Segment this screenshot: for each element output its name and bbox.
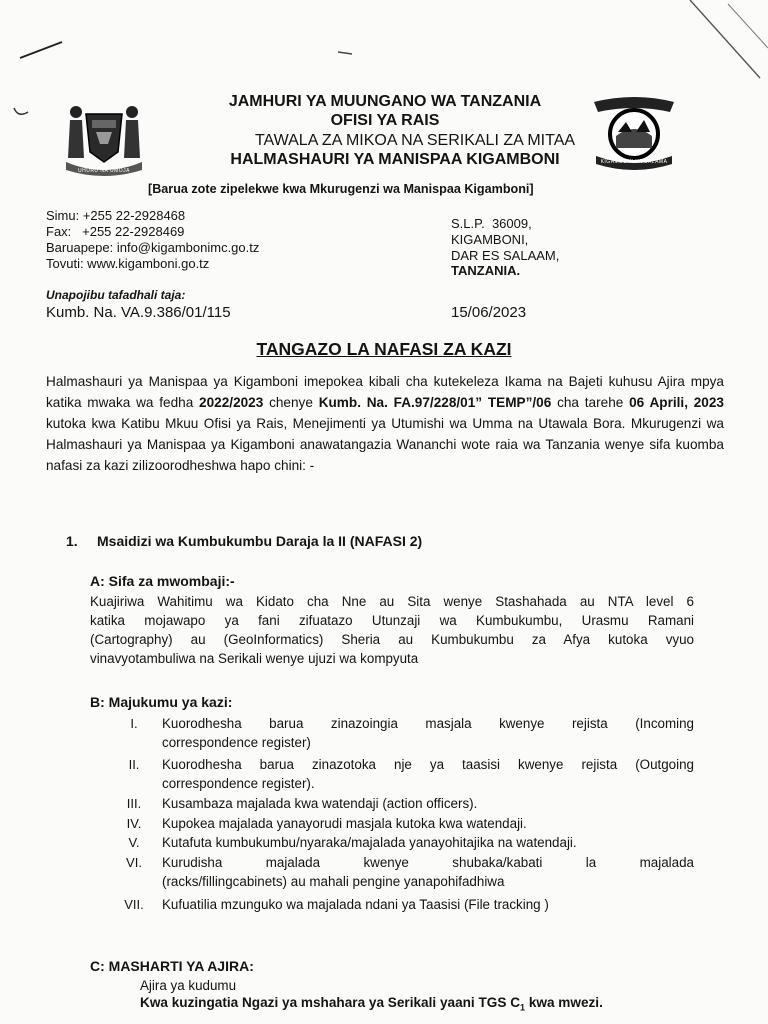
terms-permanent: Ajira ya kudumu — [140, 978, 237, 993]
address-country: TANZANIA. — [451, 263, 521, 278]
address-city: DAR ES SALAAM, — [451, 248, 560, 263]
address-pobox: S.L.P. 36009, — [451, 216, 532, 231]
qualifications-text: Kuajiriwa Wahitimu wa Kidato cha Nne au Sita wenye Stashahada au NTA level 6 katika mojawapo ya fani zifuatazo Utunzaji wa Kumbukumbu, Urasmu Ramani (Cartography) au (GeoInformatics) Sheria au Kumbukumbu za Afya kutoka vyuo vinavyotambuliwa na Serikali wenye ujuzi wa kompyuta — [90, 594, 694, 666]
contact-phone: Simu: +255 22-2928468 — [46, 208, 186, 223]
reference-date: 15/06/2023 — [451, 304, 527, 321]
position-title: Msaidizi wa Kumbukumbu Daraja la II (NAFASI 2) — [97, 533, 423, 549]
address-town: KIGAMBONI, — [451, 232, 529, 247]
contact-email: Baruapepe: info@kigambonimc.go.tz — [46, 240, 260, 255]
terms-salary: Kwa kuzingatia Ngazi ya mshahara ya Serikali yaani TGS $C_1$ kwa mwezi. — [140, 995, 603, 1013]
contact-fax: Fax: +255 22-2928469 — [46, 224, 185, 239]
contact-website: Tovuti: www.kigamboni.go.tz — [46, 256, 210, 271]
duty-item: II. Kuorodhesha barua zinazotoka nje ya taasisi kwenye rejista (Outgoing correspondence register). — [128, 757, 694, 791]
position-number: 1. — [66, 533, 78, 549]
page-title: TANGAZO LA NAFASI ZA KAZI — [256, 339, 512, 359]
qualifications-heading: A: Sifa za mwombaji:- — [90, 573, 235, 589]
header-republic: JAMHURI YA MUUNGANO WA TANZANIA — [228, 93, 542, 110]
header-municipal: HALMASHAURI YA MANISPAA KIGAMBONI — [230, 151, 560, 168]
emblem-motto: UHURU NA UMOJA — [77, 168, 130, 174]
duty-item: I. Kuorodhesha barua zinazoingia masjala kwenye rejista (Incoming correspondence register) — [130, 716, 694, 750]
duty-item: VI. Kurudisha majalada kwenye shubaka/kabati la majalada (racks/fillingcabinets) au mahali pengine yanapohifadhiwa — [126, 855, 694, 889]
reference-label: Unapojibu tafadhali taja: — [46, 288, 186, 302]
terms-heading: C: MASHARTI YA AJIRA: — [90, 958, 254, 974]
reference-number: Kumb. Na. VA.9.386/01/115 — [46, 304, 231, 321]
header-regional: TAWALA ZA MIKOA NA SERIKALI ZA MITAA — [254, 132, 576, 149]
duties-heading: B: Majukumu ya kazi: — [90, 694, 233, 710]
header-office: OFISI YA RAIS — [330, 112, 440, 129]
intro-paragraph: Halmashauri ya Manispaa ya Kigamboni imepokea kibali cha kutekeleza Ikama na Bajeti kuhusu Ajira mpya katika mwaka wa fedha 2022/2023 chenye Kumb. Na. FA.97/228/01” TEMP”/06 cha tarehe 06 Aprili, 2023 kutoka kwa Katibu Mkuu Ofisi ya Rais, Menejimenti ya Utumishi wa Umma na Utawala Bora. Mkurugenzi wa Halmashauri ya Manispaa ya Kigamboni anawatangazia Wananchi wote raia wa Tanzania wenye sifa kuomba nafasi za kazi zilizoorodheshwa hapo chini: - — [46, 374, 724, 473]
coat-of-arms-emblem — [56, 86, 152, 182]
seal-motto: KIGAMBONI YA SALAMA — [600, 159, 668, 165]
header-note: [Barua zote zipelekwe kwa Mkurugenzi wa Manispaa Kigamboni] — [148, 182, 534, 196]
